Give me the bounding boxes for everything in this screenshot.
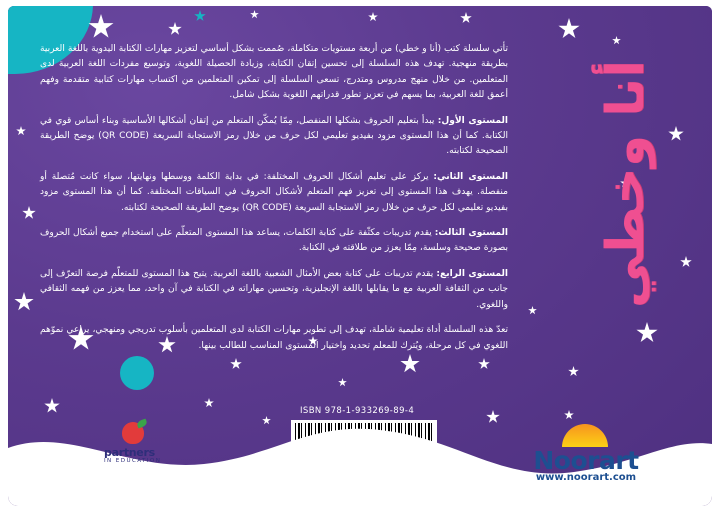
level-4-body: يقدم تدريبات على كتابة بعض الأمثال الشعبية باللغة العربية. يتيح هذا المستوى للمتعلّم فرصة التعرّف إلى جانب من الثقافة العربية مع ما يقابلها باللغة الإنجليزية، وتحسين مهاراته في الكتابة في آن واحد، مما يعزز من فهمه الثقافي واللغوي.: [40, 268, 508, 310]
publisher-url[interactable]: www.noorart.com: [535, 472, 637, 483]
back-cover-description: [40, 42, 508, 364]
partners-logo-word: partners: [104, 446, 155, 459]
level-2-heading: المستوى الثاني:: [433, 171, 508, 182]
paragraph-intro: تأتي سلسلة كتب (أنا و خطي) من أربعة مستويات متكاملة، صُممت بشكل أساسي لتعزيز مهارات الكتابة اليدوية باللغة العربية بطريقة منهجية. تهدف هذه السلسلة إلى تحسين إتقان الكتابة، وزيادة الحصيلة اللغوية، وتوسيع مفردات اللغة العربية لدى المتعلمين. من خلال منهج مدروس ومتدرج، تسعى السلسلة إلى تمكين المتعلمين من اكتساب مهارات كتابية متقدمة وفهم أعمق للغة العربية، بما يسهم في تعزيز تطور قدراتهم اللغوية بشكل شامل.: [40, 44, 508, 101]
series-title: أنا وخطي: [595, 59, 656, 309]
level-1-body: يبدأ بتعليم الحروف بشكلها المنفصل، مِمّا يُمكّن المتعلم من إتقان أشكالها الأساسية وبناء أساس قوي في الكتابة. كما أن هذا المستوى مزود بفيديو تعليمي لكل حرف من خلال رمز الاستجابة السريعة (QR CODE) يوضح الطريقة الصحيحة لكتابته.: [40, 115, 509, 157]
partners-logo: [104, 422, 170, 474]
paragraph-level-3: [40, 226, 508, 257]
level-2-body: يركز على تعليم أشكال الحروف المختلفة: في بداية الكلمة ووسطها ونهايتها، سواء كانت مُتصلة أو منفصلة. يهدف هذا المستوى إلى تعزيز فهم المتعلم لأشكال الحروف في السياقات المختلفة. كما أن هذا المستوى مزود بفيديو تعليمي لكل حرف من خلال رمز الاستجابة السريعة (QR CODE) يوضح الطريقة الصحيحة لكتابته.: [40, 171, 508, 213]
isbn-label: ISBN 978-1-933269-89-4: [300, 406, 415, 416]
level-1-heading: المستوى الأول:: [437, 115, 508, 126]
publisher-name: Noorart: [533, 446, 639, 475]
paragraph-level-2: [40, 170, 508, 216]
paragraph-closing: تعدّ هذه السلسلة أداة تعليمية شاملة، تهدف إلى تطوير مهارات الكتابة لدى المتعلمين بأسلوب تدريجي ومنهجي، يراعي نموّهم اللغوي في كل مرحلة، ويُترك للمعلم تحديد واختيار المستوى المناسب للطالب بينها.: [40, 325, 508, 351]
level-3-heading: المستوى الثالث:: [434, 228, 508, 239]
paragraph-level-4: [40, 267, 508, 313]
cover-background: [8, 6, 712, 506]
level-4-heading: المستوى الرابع:: [436, 268, 508, 279]
level-3-body: يقدم تدريبات مكثّفة على كتابة الكلمات، يساعد هذا المستوى المتعلّم على استخدام جميع أشكال الحروف بصورة صحيحة وسلسة، مِمّا يعزز من طلاقته في الكتابة.: [40, 228, 508, 254]
paragraph-level-1: [40, 114, 508, 160]
partners-logo-subtitle: IN EDUCATION: [104, 458, 162, 464]
noorart-logo[interactable]: [516, 424, 656, 486]
sun-icon: [562, 424, 608, 447]
